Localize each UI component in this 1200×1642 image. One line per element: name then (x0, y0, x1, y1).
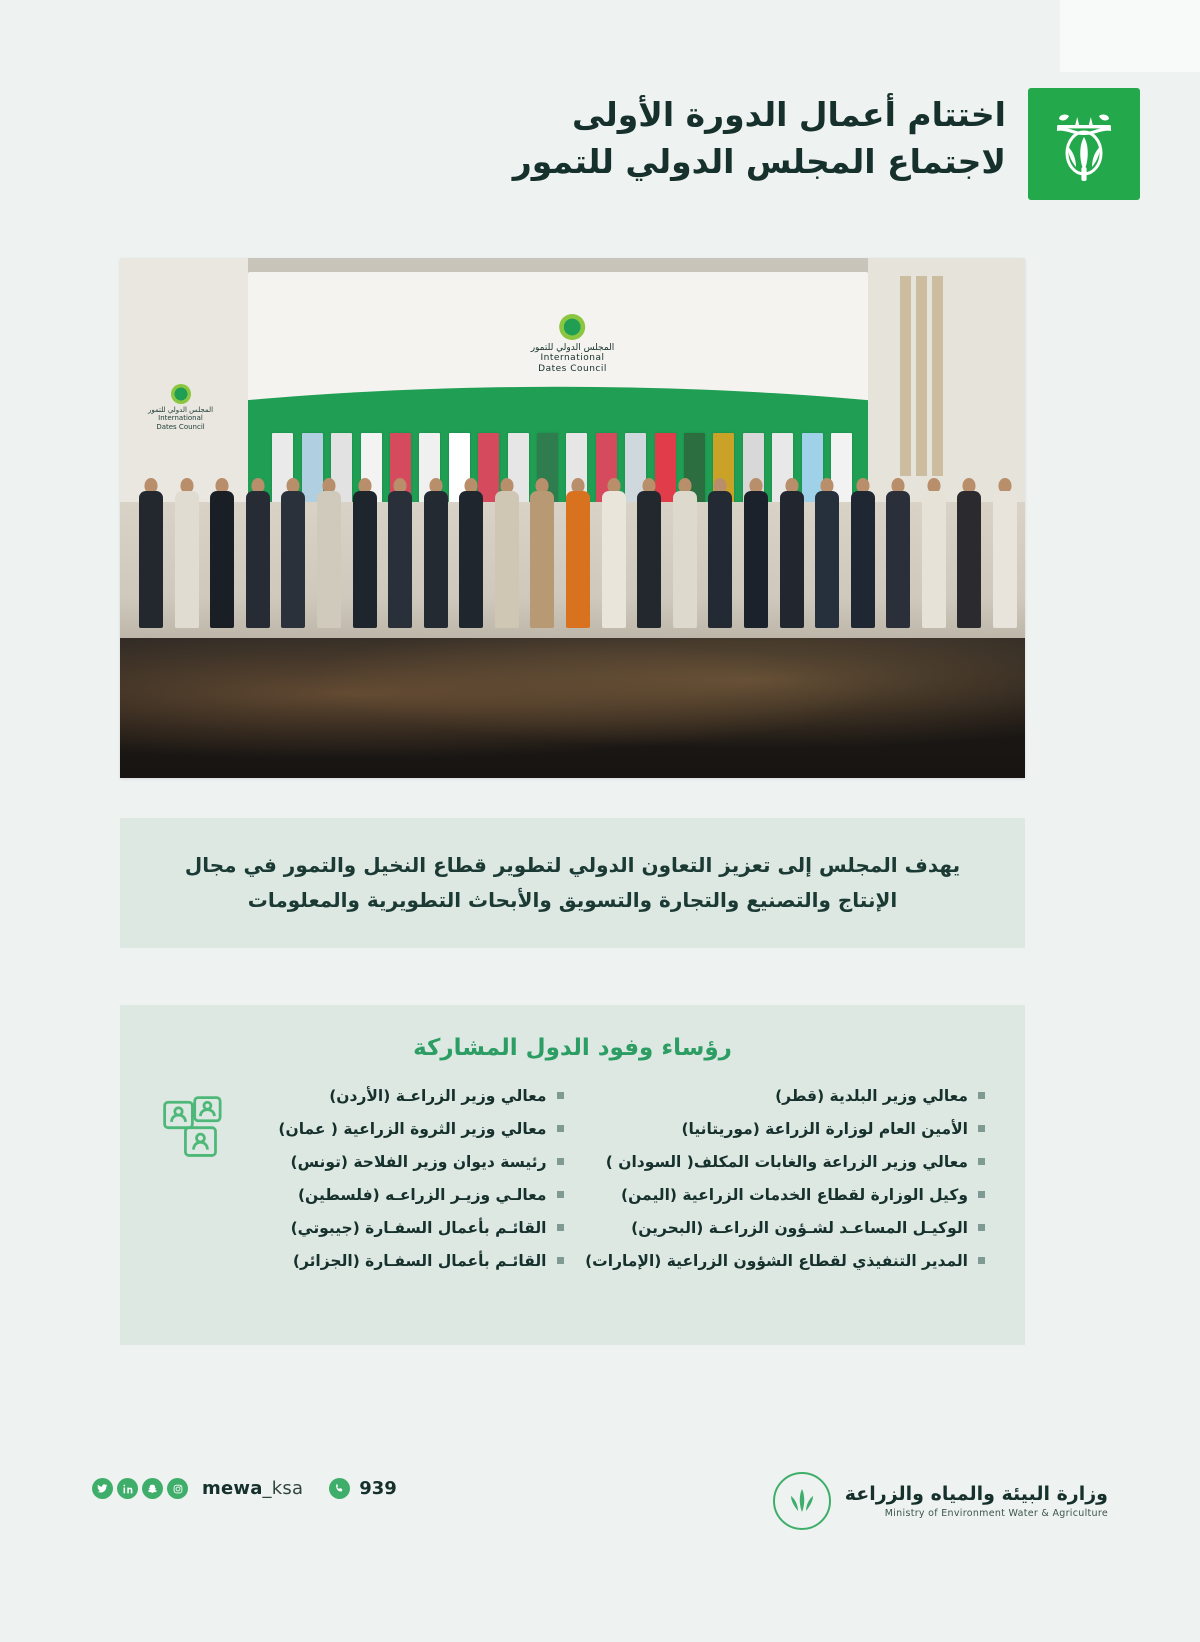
bullet-icon (557, 1158, 564, 1165)
photo-person-body (957, 491, 981, 628)
bullet-icon (978, 1158, 985, 1165)
bullet-icon (557, 1092, 564, 1099)
bullet-icon (978, 1191, 985, 1198)
delegate-title: وكيل الوزارة لقطاع الخدمات الزراعية (اليمن) (621, 1185, 968, 1204)
delegate-title: القائـم بأعمال السفـارة (الجزائر) (292, 1251, 547, 1270)
page-title (60, 88, 1006, 186)
list-item (582, 1112, 986, 1145)
logo-side-ar: المجلس الدولي للتمور (148, 406, 214, 414)
photo-person (423, 478, 449, 628)
list-item (582, 1211, 986, 1244)
photo-person (636, 478, 662, 628)
bullet-icon (557, 1257, 564, 1264)
photo-person (138, 478, 164, 628)
header-background (1060, 0, 1200, 72)
photo-person (280, 478, 306, 628)
photo-person-body (530, 491, 554, 628)
photo-person-body (602, 491, 626, 628)
delegate-title: معالي وزير الثروة الزراعية ( عمان) (278, 1119, 547, 1138)
photo-person (174, 478, 200, 628)
photo-person (814, 478, 840, 628)
photo-person-body (281, 491, 305, 628)
instagram-icon[interactable] (167, 1478, 188, 1499)
photo-person-body (637, 491, 661, 628)
photo-person (921, 478, 947, 628)
photo-person (672, 478, 698, 628)
phone-number: 939 (359, 1478, 397, 1499)
photo-person (601, 478, 627, 628)
logo-center-en-1: International (540, 353, 605, 364)
delegate-title: القائـم بأعمال السفـارة (جيبوتي) (290, 1218, 547, 1237)
photo-person (352, 478, 378, 628)
snapchat-icon[interactable] (142, 1478, 163, 1499)
photo-person (992, 478, 1018, 628)
delegates-panel (120, 1005, 1025, 1345)
photo-person (956, 478, 982, 628)
social-bar (92, 1478, 397, 1499)
title-line-2: لاجتماع المجلس الدولي للتمور (512, 141, 1006, 181)
photo-person (779, 478, 805, 628)
photo-person-body (566, 491, 590, 628)
photo-person (245, 478, 271, 628)
photo-person-body (815, 491, 839, 628)
objective-text: يهدف المجلس إلى تعزيز التعاون الدولي لتطوير قطاع النخيل والتمور في مجال الإنتاج والتصنيع والتجارة والتسويق والأبحاث التطويرية والمعلومات (184, 853, 961, 912)
ministry-name-ar: وزارة البيئة والمياه والزراعة (844, 1482, 1108, 1505)
delegate-title: المدير التنفيذي لقطاع الشؤون الزراعية (الإمارات) (585, 1251, 968, 1270)
photo-person-body (246, 491, 270, 628)
objective-panel (120, 818, 1025, 948)
globe-icon (171, 384, 191, 404)
bullet-icon (978, 1257, 985, 1264)
title-line-1: اختتام أعمال الدورة الأولى (571, 95, 1006, 134)
photo-person-body (495, 491, 519, 628)
bullet-icon (978, 1092, 985, 1099)
photo-person-body (317, 491, 341, 628)
mewa-logo (773, 1472, 831, 1530)
bullet-icon (557, 1224, 564, 1231)
photo-person (529, 478, 555, 628)
photo-person-body (424, 491, 448, 628)
photo-person-body (139, 491, 163, 628)
photo-person-body (210, 491, 234, 628)
photo-pillar (900, 276, 911, 476)
delegate-title: الوكيـل المساعـد لشـؤون الزراعـة (البحرين) (631, 1218, 968, 1237)
ministry-name-en: Ministry of Environment Water & Agriculture (884, 1508, 1108, 1520)
delegate-title: معالي وزير البلدية (قطر) (775, 1086, 968, 1105)
phone-icon[interactable] (329, 1478, 350, 1499)
list-item (582, 1178, 986, 1211)
photo-person-body (353, 491, 377, 628)
delegates-lineup (138, 456, 1018, 628)
photo-person-body (388, 491, 412, 628)
delegate-title: رئيسة ديوان وزير الفلاحة (تونس) (290, 1152, 547, 1171)
handle-suffix: _ksa (262, 1478, 304, 1499)
photo-person (850, 478, 876, 628)
photo-person (885, 478, 911, 628)
handle-main: mewa (202, 1478, 263, 1499)
delegates-column-right (582, 1079, 986, 1277)
photo-person-body (708, 491, 732, 628)
photo-person (209, 478, 235, 628)
photo-person (494, 478, 520, 628)
list-item (160, 1244, 564, 1277)
people-chat-icon (160, 1093, 234, 1167)
photo-person-body (175, 491, 199, 628)
photo-person-body (744, 491, 768, 628)
logo-center-ar: المجلس الدولي للتمور (530, 343, 615, 353)
bullet-icon (978, 1224, 985, 1231)
photo-person-body (673, 491, 697, 628)
list-item (582, 1079, 986, 1112)
logo-side-en-2: Dates Council (156, 422, 205, 431)
phone-block (329, 1478, 397, 1499)
photo-pillar (916, 276, 927, 476)
photo-person-body (922, 491, 946, 628)
delegate-title: الأمين العام لوزارة الزراعة (موريتانيا) (681, 1119, 968, 1138)
delegates-heading: رؤساء وفود الدول المشاركة (413, 1035, 732, 1061)
social-handle (202, 1478, 303, 1499)
group-photo (120, 258, 1025, 778)
list-item (582, 1145, 986, 1178)
delegates-columns (160, 1079, 985, 1277)
photo-person (458, 478, 484, 628)
delegate-title: معالـي وزيـر الزراعـه (فلسطين) (297, 1185, 547, 1204)
bullet-icon (978, 1125, 985, 1132)
list-item (582, 1244, 986, 1277)
ministry-text (845, 1483, 1108, 1520)
photo-person-body (459, 491, 483, 628)
list-item (160, 1178, 564, 1211)
photo-person-body (993, 491, 1017, 628)
photo-person (565, 478, 591, 628)
delegate-title: معالي وزير الزراعة والغابات المكلف( السودان ) (605, 1152, 968, 1171)
photo-person (316, 478, 342, 628)
bullet-icon (557, 1191, 564, 1198)
saudi-emblem (1028, 88, 1140, 200)
logo-center-en-2: Dates Council (538, 363, 607, 374)
photo-person (743, 478, 769, 628)
linkedin-icon[interactable] (117, 1478, 138, 1499)
header (60, 88, 1140, 200)
globe-icon (560, 314, 586, 340)
bullet-icon (557, 1125, 564, 1132)
photo-person-body (886, 491, 910, 628)
list-item (160, 1211, 564, 1244)
photo-person-body (780, 491, 804, 628)
photo-person-body (851, 491, 875, 628)
ministry-branding (773, 1472, 1108, 1530)
logo-side-en-1: International (158, 414, 203, 423)
delegate-title: معالي وزير الزراعـة (الأردن) (329, 1086, 547, 1105)
dates-council-logo-center (531, 314, 615, 374)
photo-foreground (120, 638, 1025, 778)
photo-person (387, 478, 413, 628)
photo-person (707, 478, 733, 628)
twitter-icon[interactable] (92, 1478, 113, 1499)
photo-pillar (932, 276, 943, 476)
dates-council-logo-side (148, 384, 213, 431)
footer (0, 1470, 1200, 1530)
